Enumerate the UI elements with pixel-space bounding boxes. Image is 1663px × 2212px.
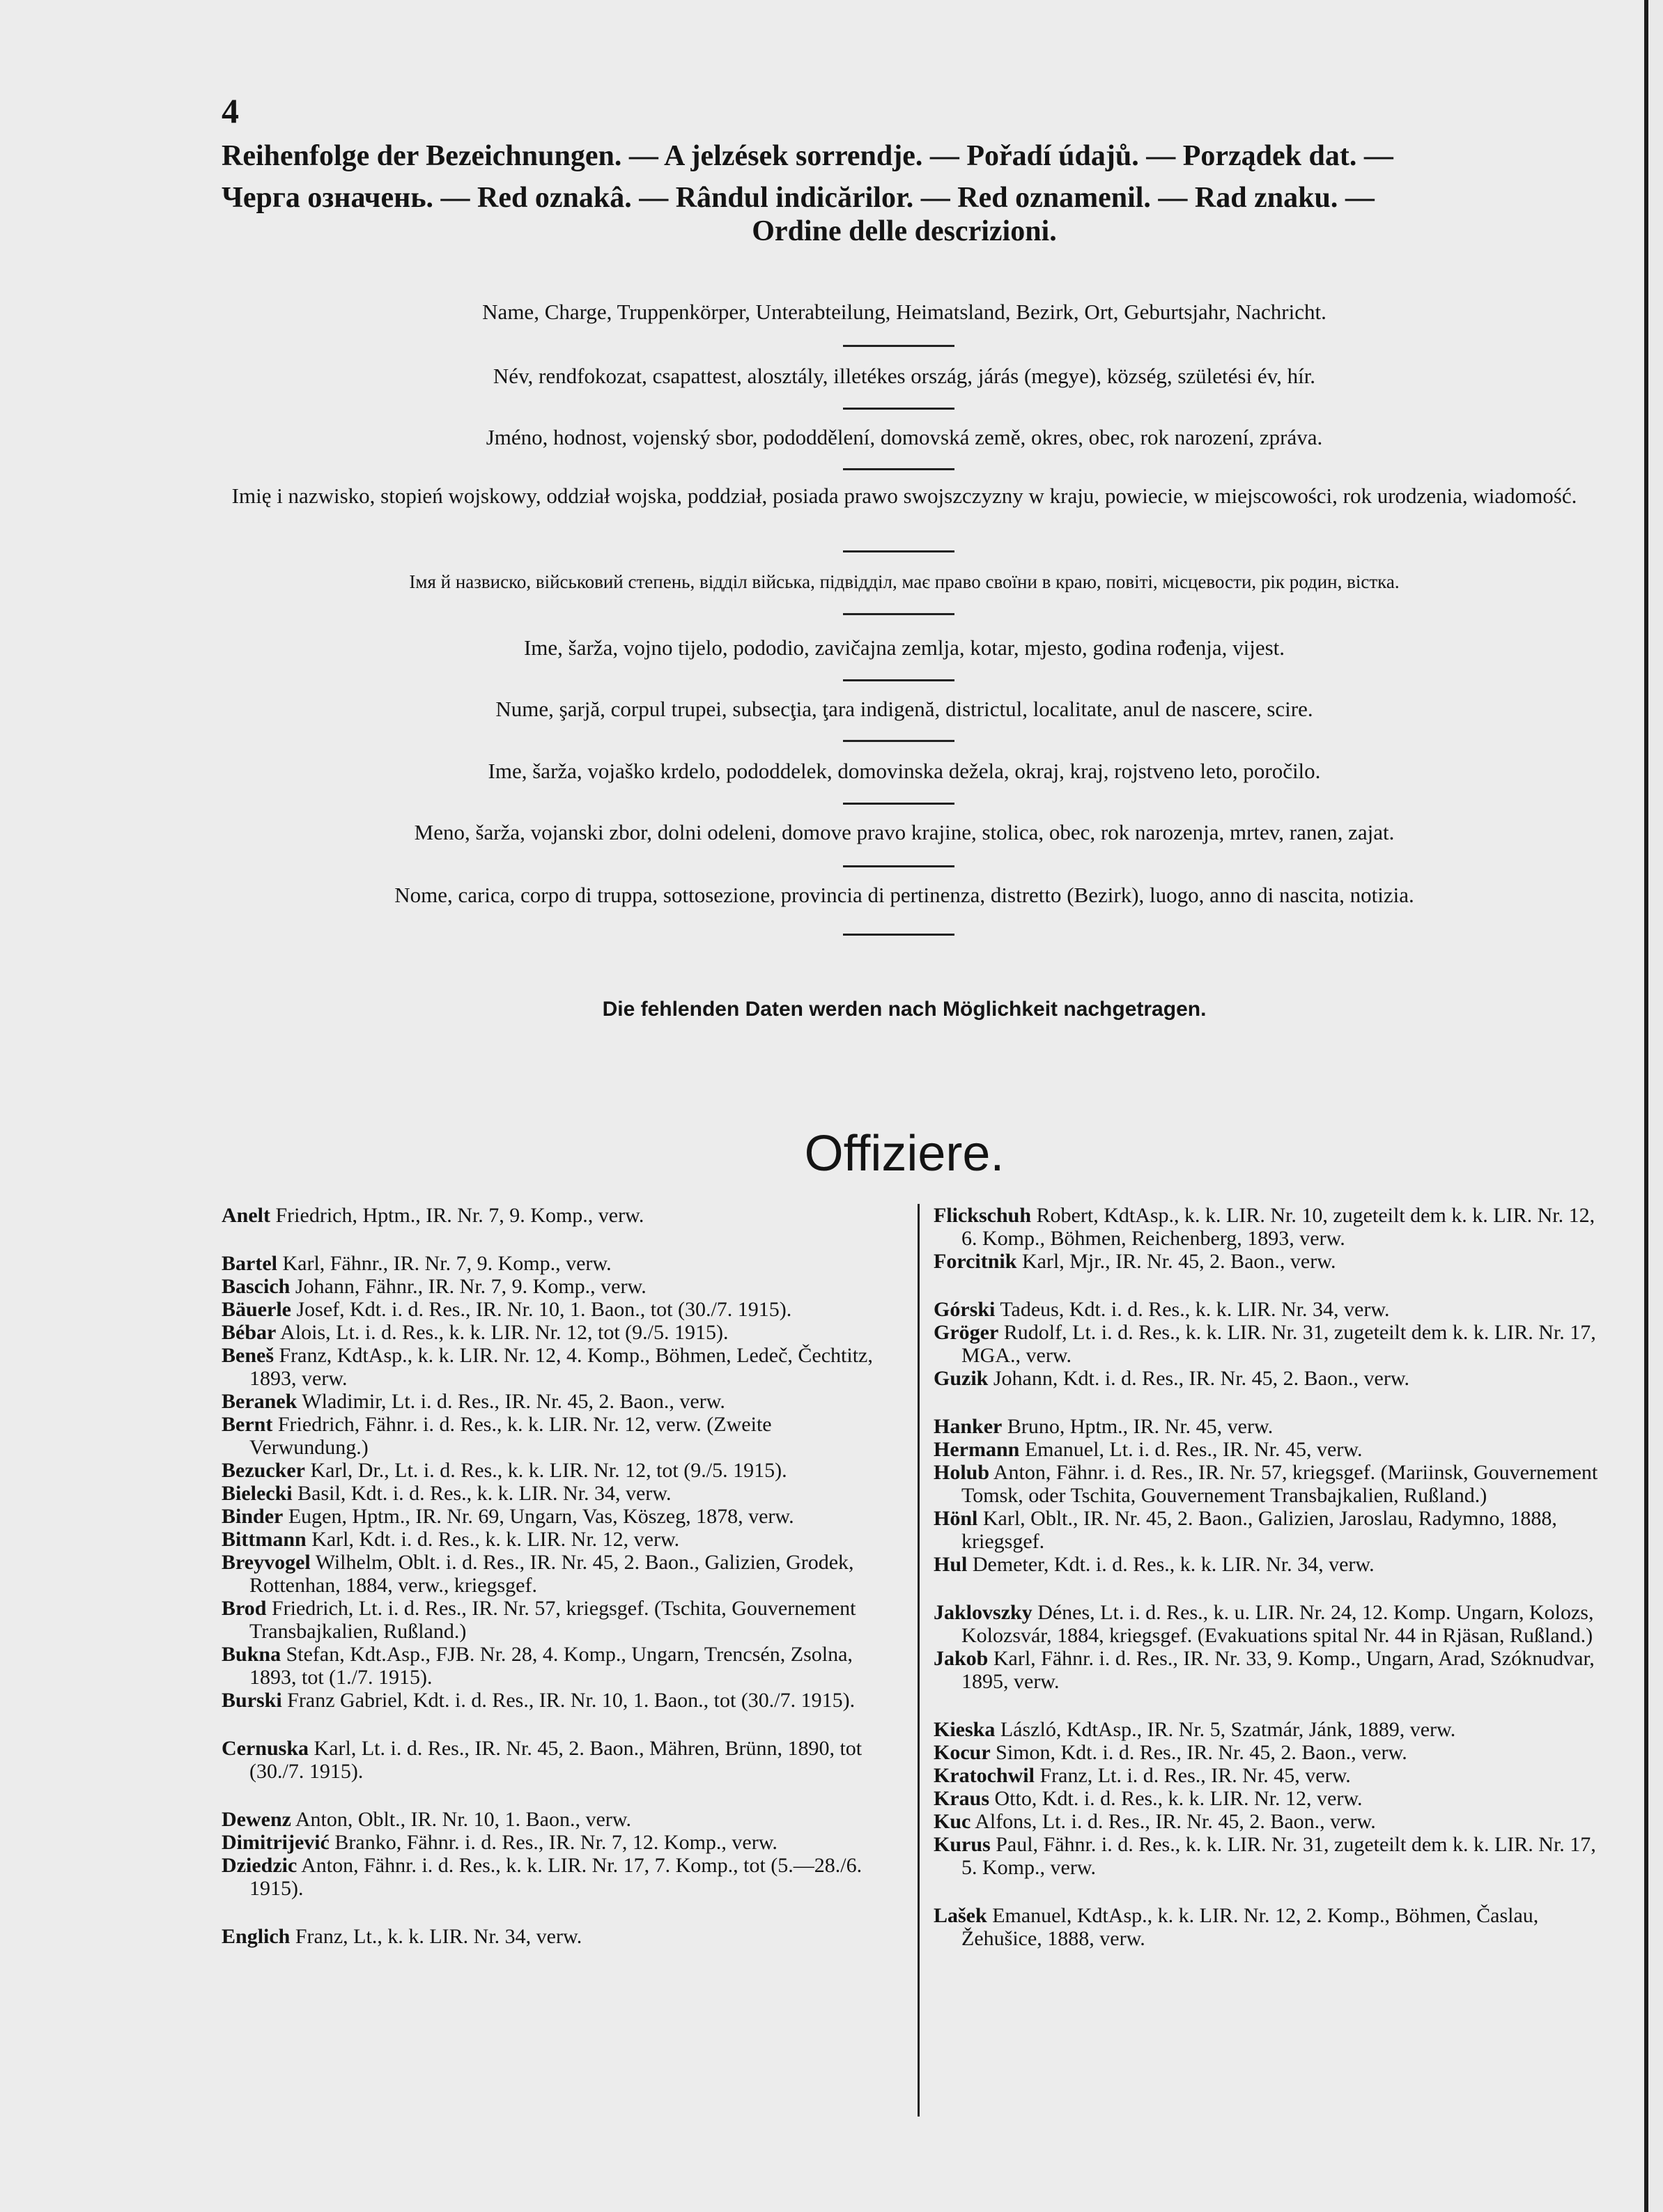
officer-details: Demeter, Kdt. i. d. Res., k. k. LIR. Nr. 34, verw.: [967, 1553, 1375, 1576]
officer-surname: Hanker: [934, 1415, 1003, 1438]
officer-surname: Bukna: [222, 1643, 281, 1666]
officer-surname: Kraus: [934, 1787, 990, 1810]
officer-details: Franz, Lt. i. d. Res., IR. Nr. 45, verw.: [1034, 1764, 1351, 1787]
officer-surname: Forcitnik: [934, 1250, 1017, 1273]
officer-entry: [934, 1367, 1602, 1390]
officer-entry: [222, 1551, 890, 1597]
officer-details: Emanuel, Lt. i. d. Res., IR. Nr. 45, verw.: [1019, 1438, 1363, 1461]
officer-entry: [934, 1904, 1602, 1950]
officer-surname: Beranek: [222, 1390, 297, 1413]
field-order-ukrainian: Імя й назвиско, військовий степень, відділ війська, підвідділ, має право своїни в краю, повіті, місцевости, рік родин, вістка.: [409, 571, 1400, 592]
officer-surname: Bartel: [222, 1252, 277, 1275]
officer-details: Eugen, Hptm., IR. Nr. 69, Ungarn, Vas, Köszeg, 1878, verw.: [283, 1505, 794, 1528]
officer-entry: [222, 1204, 890, 1227]
officer-entry: [222, 1252, 890, 1275]
officer-details: Friedrich, Hptm., IR. Nr. 7, 9. Komp., verw.: [270, 1204, 644, 1227]
officer-entry: [934, 1647, 1602, 1693]
entry-gap: [222, 1783, 890, 1808]
officer-surname: Kuc: [934, 1810, 971, 1833]
officer-surname: Bascich: [222, 1275, 291, 1298]
separator-rule: [843, 345, 954, 347]
officer-surname: Bielecki: [222, 1482, 293, 1505]
officer-details: László, KdtAsp., IR. Nr. 5, Szatmár, Jánk, 1889, verw.: [995, 1718, 1456, 1741]
officer-entry: [222, 1925, 890, 1948]
field-order-romanian: Nume, şarjă, corpul trupei, subsecţia, ţara indigenă, districtul, localitate, anul de nascere, scire.: [495, 697, 1313, 721]
field-order-german: Name, Charge, Truppenkörper, Unterabteilung, Heimatsland, Bezirk, Ort, Geburtsjahr, Nachricht.: [482, 300, 1326, 324]
page-number: 4: [222, 91, 239, 130]
officer-entry: [934, 1204, 1602, 1250]
officer-details: Emanuel, KdtAsp., k. k. LIR. Nr. 12, 2. Komp., Böhmen, Časlau, Žehušice, 1888, verw.: [961, 1904, 1539, 1950]
officer-surname: Bezucker: [222, 1459, 305, 1482]
officer-details: Bruno, Hptm., IR. Nr. 45, verw.: [1002, 1415, 1274, 1438]
field-order-polish: Imię i nazwisko, stopień wojskowy, oddział wojska, poddział, posiada prawo swojszczyzny w kraju, powiecie, w miejscowości, rok urodzenia, wiadomość.: [231, 484, 1577, 508]
officer-surname: Hönl: [934, 1507, 978, 1530]
officer-details: Wladimir, Lt. i. d. Res., IR. Nr. 45, 2. Baon., verw.: [297, 1390, 725, 1413]
separator-rule: [843, 679, 954, 681]
officer-details: Karl, Mjr., IR. Nr. 45, 2. Baon., verw.: [1016, 1250, 1336, 1273]
field-order-croatian: Ime, šarža, vojno tijelo, pododio, zavičajna zemlja, kotar, mjesto, godina rođenja, vijest.: [523, 635, 1285, 660]
missing-data-note: Die fehlenden Daten werden nach Möglichkeit nachgetragen.: [602, 998, 1207, 1021]
officer-entry: [934, 1250, 1602, 1273]
separator-rule: [843, 740, 954, 742]
officer-details: Branko, Fähnr. i. d. Res., IR. Nr. 7, 12. Komp., verw.: [329, 1831, 778, 1854]
officer-entry: [934, 1764, 1602, 1787]
officer-surname: Jaklovszky: [934, 1601, 1032, 1624]
officer-surname: Kieska: [934, 1718, 996, 1741]
officer-surname: Hul: [934, 1553, 968, 1576]
officer-surname: Brod: [222, 1597, 267, 1620]
officer-surname: Binder: [222, 1505, 284, 1528]
officer-entry: [222, 1597, 890, 1643]
entry-gap: [934, 1576, 1602, 1601]
separator-rule: [843, 468, 954, 470]
officer-details: Anton, Fähnr. i. d. Res., k. k. LIR. Nr. 17, 7. Komp., tot (5.—28./6. 1915).: [249, 1854, 863, 1900]
entry-gap: [222, 1227, 890, 1252]
officer-entry: [222, 1737, 890, 1783]
officer-details: Simon, Kdt. i. d. Res., IR. Nr. 45, 2. Baon., verw.: [990, 1741, 1407, 1764]
heading-line-2: Черга означень. — Red oznakâ. — Rândul indicărilor. — Red oznamenil. — Rad znaku. —: [222, 182, 1375, 214]
officer-surname: Kurus: [934, 1833, 991, 1856]
officer-details: Tadeus, Kdt. i. d. Res., k. k. LIR. Nr. 34, verw.: [995, 1298, 1390, 1321]
officer-entry: [222, 1390, 890, 1413]
officer-surname: Englich: [222, 1925, 291, 1948]
officer-surname: Kocur: [934, 1741, 991, 1764]
officer-details: Josef, Kdt. i. d. Res., IR. Nr. 10, 1. Baon., tot (30./7. 1915).: [291, 1298, 792, 1321]
heading-line-1: Reihenfolge der Bezeichnungen. — A jelzések sorrendje. — Pořadí údajů. — Porządek dat. —: [222, 140, 1393, 172]
officer-surname: Bittmann: [222, 1528, 307, 1551]
officer-entry: [222, 1344, 890, 1390]
separator-rule: [843, 550, 954, 552]
field-order-hungarian: Név, rendfokozat, csapattest, alosztály, illetékes ország, járás (megye), község, születési év, hír.: [493, 364, 1316, 388]
officer-details: Alois, Lt. i. d. Res., k. k. LIR. Nr. 12, tot (9./5. 1915).: [276, 1321, 729, 1344]
entry-gap: [222, 1900, 890, 1925]
officer-entry: [222, 1689, 890, 1712]
officer-surname: Górski: [934, 1298, 996, 1321]
officer-details: Anton, Fähnr. i. d. Res., IR. Nr. 57, kriegsgef. (Mariinsk, Gouvernement Tomsk, oder Tschita, Gouvernement Transbajkalien, Rußland.): [961, 1461, 1598, 1507]
section-title: Offiziere.: [804, 1126, 1005, 1182]
officer-surname: Cernuska: [222, 1737, 309, 1760]
officer-surname: Beneš: [222, 1344, 274, 1367]
officer-surname: Bernt: [222, 1413, 273, 1436]
officer-surname: Holub: [934, 1461, 990, 1484]
officer-entry: [934, 1787, 1602, 1810]
entry-gap: [934, 1879, 1602, 1904]
officer-entry: [222, 1298, 890, 1321]
officer-entry: [934, 1718, 1602, 1741]
officer-details: Robert, KdtAsp., k. k. LIR. Nr. 10, zugeteilt dem k. k. LIR. Nr. 12, 6. Komp., Böhmen, Reichenberg, 1893, verw.: [961, 1204, 1595, 1250]
officer-surname: Flickschuh: [934, 1204, 1032, 1227]
officer-entry: [222, 1831, 890, 1854]
officer-entry: [222, 1808, 890, 1831]
officer-entry: [222, 1528, 890, 1551]
officer-entry: [222, 1321, 890, 1344]
officer-entry: [934, 1601, 1602, 1647]
officer-entry: [222, 1459, 890, 1482]
officer-entry: [934, 1461, 1602, 1507]
officer-entry: [222, 1482, 890, 1505]
officer-surname: Anelt: [222, 1204, 270, 1227]
officer-details: Anton, Oblt., IR. Nr. 10, 1. Baon., verw.: [291, 1808, 631, 1831]
separator-rule: [843, 408, 954, 410]
officer-details: Karl, Dr., Lt. i. d. Res., k. k. LIR. Nr. 12, tot (9./5. 1915).: [304, 1459, 787, 1482]
officer-entry: [222, 1854, 890, 1900]
officer-surname: Hermann: [934, 1438, 1020, 1461]
officer-entry: [934, 1415, 1602, 1438]
heading-line-3: Ordine delle descrizioni.: [752, 215, 1057, 247]
separator-rule: [843, 865, 954, 867]
officer-surname: Bébar: [222, 1321, 277, 1344]
officer-entry: [222, 1413, 890, 1459]
officer-entry: [934, 1741, 1602, 1764]
entry-gap: [934, 1273, 1602, 1298]
officer-surname: Lašek: [934, 1904, 987, 1927]
officer-details: Friedrich, Lt. i. d. Res., IR. Nr. 57, kriegsgef. (Tschita, Gouvernement Transbajkalien, Rußland.): [249, 1597, 856, 1643]
officer-details: Basil, Kdt. i. d. Res., k. k. LIR. Nr. 34, verw.: [292, 1482, 672, 1505]
officer-details: Johann, Kdt. i. d. Res., IR. Nr. 45, 2. Baon., verw.: [988, 1367, 1410, 1390]
officer-details: Alfons, Lt. i. d. Res., IR. Nr. 45, 2. Baon., verw.: [970, 1810, 1376, 1833]
officer-details: Stefan, Kdt.Asp., FJB. Nr. 28, 4. Komp., Ungarn, Trencsén, Zsolna, 1893, tot (1./7. 1915).: [249, 1643, 853, 1689]
officer-details: Karl, Lt. i. d. Res., IR. Nr. 45, 2. Baon., Mähren, Brünn, 1890, tot (30./7. 1915).: [249, 1737, 863, 1783]
officer-surname: Burski: [222, 1689, 282, 1712]
officer-details: Friedrich, Fähnr. i. d. Res., k. k. LIR. Nr. 12, verw. (Zweite Verwundung.): [249, 1413, 772, 1459]
officer-details: Wilhelm, Oblt. i. d. Res., IR. Nr. 45, 2. Baon., Galizien, Grodek, Rottenhan, 1884, verw., kriegsgef.: [249, 1551, 854, 1597]
officer-surname: Gröger: [934, 1321, 999, 1344]
officer-details: Karl, Fähnr. i. d. Res., IR. Nr. 33, 9. Komp., Ungarn, Arad, Szóknudvar, 1895, verw.: [961, 1647, 1595, 1693]
entry-gap: [934, 1390, 1602, 1415]
officer-entry: [934, 1298, 1602, 1321]
officer-details: Otto, Kdt. i. d. Res., k. k. LIR. Nr. 12, verw.: [989, 1787, 1363, 1810]
officer-surname: Dewenz: [222, 1808, 291, 1831]
field-order-slovak: Meno, šarža, vojanski zbor, dolni odeleni, domove pravo krajine, stolica, obec, rok narozenja, mrtev, ranen, zajat.: [414, 820, 1395, 844]
officer-entry: [222, 1505, 890, 1528]
separator-rule: [843, 934, 954, 936]
officer-details: Franz, KdtAsp., k. k. LIR. Nr. 12, 4. Komp., Böhmen, Ledeč, Čechtitz, 1893, verw.: [249, 1344, 873, 1390]
field-order-slovenian: Ime, šarža, vojaško krdelo, pododdelek, domovinska dežela, okraj, kraj, rojstveno leto, poročilo.: [488, 759, 1321, 783]
officer-surname: Breyvogel: [222, 1551, 311, 1574]
officer-surname: Jakob: [934, 1647, 989, 1670]
separator-rule: [843, 613, 954, 615]
entry-gap: [222, 1712, 890, 1737]
officer-details: Karl, Kdt. i. d. Res., k. k. LIR. Nr. 12, verw.: [306, 1528, 680, 1551]
officer-details: Rudolf, Lt. i. d. Res., k. k. LIR. Nr. 31, zugeteilt dem k. k. LIR. Nr. 17, MGA., verw.: [961, 1321, 1596, 1367]
officer-details: Franz, Lt., k. k. LIR. Nr. 34, verw.: [290, 1925, 582, 1948]
officer-list-left: [222, 1204, 890, 1948]
officer-surname: Guzik: [934, 1367, 989, 1390]
officer-entry: [222, 1275, 890, 1298]
officer-details: Dénes, Lt. i. d. Res., k. u. LIR. Nr. 24, 12. Komp. Ungarn, Kolozs, Kolozsvár, 1884, kriegsgef. (Evakuations spital Nr. 44 in Rjäsan, Rußland.): [961, 1601, 1594, 1647]
officer-entry: [934, 1553, 1602, 1576]
officer-surname: Dziedzic: [222, 1854, 297, 1877]
officer-entry: [934, 1438, 1602, 1461]
officer-surname: Kratochwil: [934, 1764, 1035, 1787]
officer-details: Franz Gabriel, Kdt. i. d. Res., IR. Nr. 10, 1. Baon., tot (30./7. 1915).: [281, 1689, 856, 1712]
officer-list-right: [934, 1204, 1602, 1950]
field-order-italian: Nome, carica, corpo di truppa, sottosezione, provincia di pertinenza, distretto (Bezirk), luogo, anno di nascita, notizia.: [394, 883, 1414, 907]
entry-gap: [934, 1693, 1602, 1718]
officer-surname: Dimitrijević: [222, 1831, 330, 1854]
officer-entry: [934, 1321, 1602, 1367]
officer-details: Karl, Oblt., IR. Nr. 45, 2. Baon., Galizien, Jaroslau, Radymno, 1888, kriegsgef.: [961, 1507, 1557, 1553]
officer-details: Paul, Fähnr. i. d. Res., k. k. LIR. Nr. 31, zugeteilt dem k. k. LIR. Nr. 17, 5. Komp., verw.: [961, 1833, 1596, 1879]
officer-surname: Bäuerle: [222, 1298, 291, 1321]
column-divider: [918, 1204, 920, 2117]
officer-details: Johann, Fähnr., IR. Nr. 7, 9. Komp., verw.: [290, 1275, 647, 1298]
separator-rule: [843, 803, 954, 805]
field-order-czech: Jméno, hodnost, vojenský sbor, pododdělení, domovská země, okres, obec, rok narození, zpráva.: [486, 425, 1323, 449]
officer-entry: [934, 1810, 1602, 1833]
officer-entry: [934, 1833, 1602, 1879]
officer-details: Karl, Fähnr., IR. Nr. 7, 9. Komp., verw.: [277, 1252, 612, 1275]
officer-entry: [934, 1507, 1602, 1553]
officer-entry: [222, 1643, 890, 1689]
